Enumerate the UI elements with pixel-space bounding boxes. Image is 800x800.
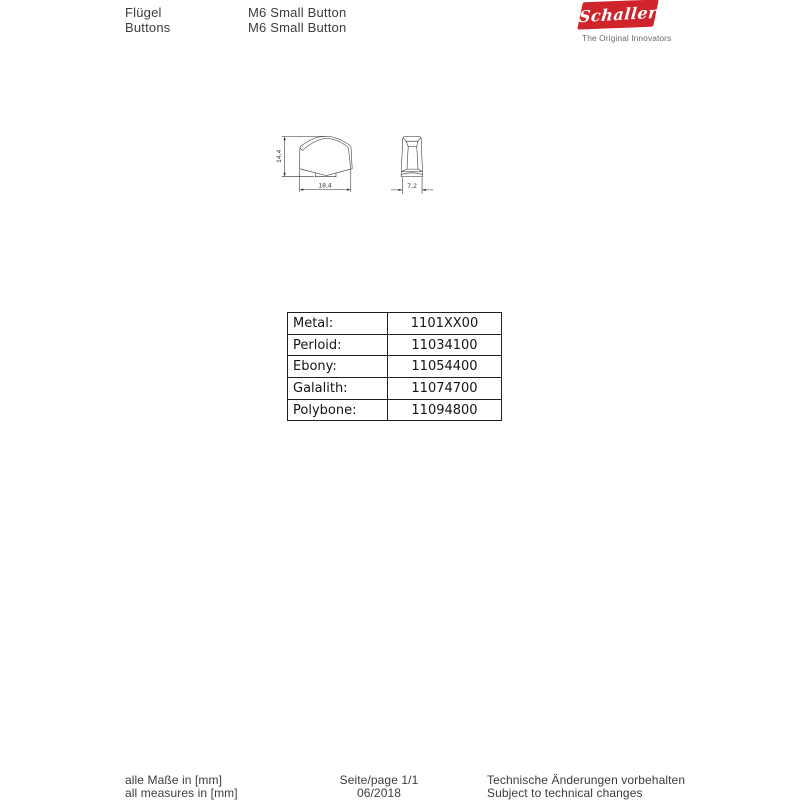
material-label: Ebony: (288, 356, 388, 378)
product-name-title (248, 6, 346, 35)
material-label: Polybone: (288, 399, 388, 421)
change-notice-en: Subject to technical changes (487, 785, 643, 800)
side-view-dome-arc (401, 173, 422, 175)
product-name-line2: M6 Small Button (248, 19, 347, 35)
order-number-table (287, 312, 502, 421)
dim-height-arrow-top (284, 136, 286, 140)
table-row (288, 334, 502, 356)
dim-width-arrow-right (347, 189, 351, 191)
side-view-facet-lines (402, 138, 423, 172)
dim-height-extension-lines (282, 136, 326, 176)
product-group-line2: Buttons (125, 19, 171, 35)
material-label: Metal: (288, 313, 388, 335)
footer-change-notice (487, 774, 685, 799)
front-view-outline (299, 136, 352, 175)
material-label: Galalith: (288, 378, 388, 400)
table-row (288, 378, 502, 400)
revision-date: 06/2018 (356, 785, 402, 800)
change-notice-de: Technische Änderungen vorbehalten (487, 773, 686, 787)
dim-height-label: 14,4 (275, 149, 283, 163)
dim-width-label: 18,4 (318, 182, 332, 190)
product-group-line1: Flügel (125, 5, 162, 20)
table-row (288, 313, 502, 335)
order-number: 11034100 (388, 334, 502, 356)
measures-note-en: all measures in [mm] (125, 785, 238, 800)
schaller-logo (577, 0, 659, 30)
order-number: 11074700 (388, 378, 502, 400)
front-view-chamfer-line (300, 138, 350, 168)
page-number: Seite/page 1/1 (339, 773, 419, 787)
footer-page-info (319, 774, 439, 799)
product-group-title (125, 6, 171, 35)
dim-depth-arrow-left (398, 189, 402, 191)
logo-tagline: The Original Innovators (582, 33, 672, 43)
technical-drawing (190, 130, 520, 262)
dim-depth-arrow-right (422, 189, 426, 191)
table-row (288, 356, 502, 378)
dim-width-arrow-left (299, 189, 303, 191)
measures-note-de: alle Maße in [mm] (125, 773, 223, 787)
dim-height-arrow-bottom (284, 173, 286, 177)
table-row (288, 399, 502, 421)
footer-measures-note (125, 774, 238, 799)
order-number: 11054400 (388, 356, 502, 378)
order-number: 1101XX00 (388, 313, 502, 335)
side-view-outline (401, 136, 422, 176)
schaller-logo-wordmark: Schaller (578, 2, 658, 27)
order-number: 11094800 (388, 399, 502, 421)
dim-depth-label: 7,2 (407, 182, 417, 190)
material-label: Perloid: (288, 334, 388, 356)
product-name-line1: M6 Small Button (248, 5, 347, 20)
